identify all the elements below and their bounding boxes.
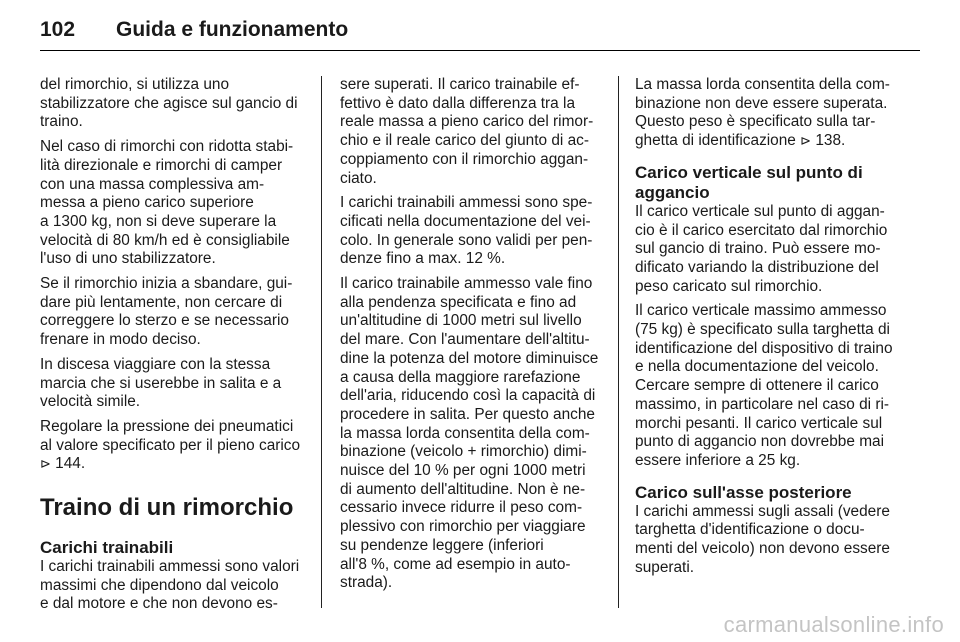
text-line: Cercare sempre di ottenere il carico bbox=[635, 377, 879, 395]
text-line: fettivo è dato dalla differenza tra la bbox=[340, 94, 576, 112]
text-line: velocità di 80 km/h ed è consigliabile bbox=[40, 231, 290, 249]
text-line: targhetta d'identificazione o docu- bbox=[635, 521, 865, 539]
paragraph bbox=[40, 76, 306, 132]
text-line: identificazione del dispositivo di traino bbox=[635, 339, 893, 357]
text-line: sere superati. Il carico trainabile ef- bbox=[340, 76, 580, 93]
text-line: denze fino a max. 12 %. bbox=[340, 250, 506, 268]
text-line: traino. bbox=[40, 113, 83, 131]
text-line: menti del veicolo) non devono essere bbox=[635, 540, 890, 558]
subheading-carichi-trainabili: Carichi trainabili bbox=[40, 538, 174, 558]
text-line: massimo, in particolare nel caso di ri- bbox=[635, 395, 890, 413]
paragraph-lines bbox=[635, 76, 903, 149]
paragraph-tire-pressure bbox=[40, 418, 306, 474]
text-line: essere inferiore a 25 kg. bbox=[635, 451, 801, 469]
paragraph bbox=[635, 203, 903, 297]
reference-arrow-icon: ⊳ bbox=[800, 133, 812, 149]
text-line: La massa lorda consentita della com- bbox=[635, 76, 890, 93]
text-line: Il carico verticale massimo ammesso bbox=[635, 302, 887, 320]
paragraph bbox=[40, 558, 306, 614]
text-line: coppiamento con il rimorchio aggan- bbox=[340, 150, 589, 168]
text-line: massimi che dipendono dal veicolo bbox=[40, 576, 279, 594]
paragraph bbox=[340, 275, 606, 593]
text-line: Questo peso è specificato sulla tar- bbox=[635, 113, 876, 131]
text-line: procedere in salita. Per questo anche bbox=[340, 405, 595, 423]
text-line: chio e il reale carico del giunto di ac- bbox=[340, 132, 589, 150]
text-line: (75 kg) è specificato sulla targhetta di bbox=[635, 321, 890, 339]
text-line: morchi pesanti. Il carico verticale sul bbox=[635, 414, 883, 432]
text-line: binazione non deve essere superata. bbox=[635, 94, 888, 112]
text-line: ciato. bbox=[340, 169, 377, 187]
text-line: Nel caso di rimorchi con ridotta stabi- bbox=[40, 138, 294, 156]
paragraph bbox=[40, 275, 306, 350]
text-line: del rimorchio, si utilizza uno bbox=[40, 76, 230, 93]
text-line: I carichi trainabili ammessi sono valori bbox=[40, 558, 300, 576]
text-line: dell'aria, riducendo così la capacità di bbox=[340, 387, 596, 405]
text-line: In discesa viaggiare con la stessa bbox=[40, 355, 271, 373]
text-line: peso caricato sul rimorchio. bbox=[635, 277, 823, 295]
text-line: l'uso di uno stabilizzatore. bbox=[40, 250, 216, 268]
text-line: cessario invece ridurre il peso com- bbox=[340, 499, 583, 517]
paragraph bbox=[635, 302, 903, 470]
text-line: I carichi trainabili ammessi sono spe- bbox=[340, 194, 593, 212]
text-line: e nella documentazione del veicolo. bbox=[635, 358, 879, 376]
text-line: ghetta di identificazione bbox=[635, 132, 796, 150]
text-line: Se il rimorchio inizia a sbandare, gui- bbox=[40, 275, 293, 293]
text-line: di aumento dell'altitudine. Non è ne- bbox=[340, 480, 586, 498]
page-reference[interactable] bbox=[796, 132, 845, 149]
text-line: velocità simile. bbox=[40, 393, 141, 411]
text-line: alla pendenza specificata e fino ad bbox=[340, 293, 577, 311]
page-header bbox=[40, 14, 920, 51]
section-title: Traino di un rimorchio bbox=[40, 494, 294, 522]
page-number: 102 bbox=[40, 18, 76, 41]
text-line: cificati nella documentazione del vei- bbox=[340, 212, 591, 230]
text-line: dine la potenza del motore diminuisce bbox=[340, 349, 599, 367]
paragraph bbox=[340, 76, 606, 188]
text-line: strada). bbox=[340, 574, 393, 592]
subheading-carico-verticale bbox=[635, 163, 903, 203]
reference-page: 144. bbox=[50, 455, 86, 473]
paragraph bbox=[635, 503, 903, 578]
text-line: colo. In generale sono validi per pen- bbox=[340, 231, 593, 249]
reference-page: 138. bbox=[811, 132, 846, 150]
text-line: sul gancio di traino. Può essere mo- bbox=[635, 240, 881, 258]
column-divider bbox=[321, 76, 322, 608]
text-line: un'altitudine di 1000 metri sul livello bbox=[340, 312, 582, 330]
text-line: frenare in modo deciso. bbox=[40, 331, 201, 349]
text-line: Regolare la pressione dei pneumatici bbox=[40, 417, 294, 435]
page-reference[interactable] bbox=[40, 455, 306, 474]
reference-arrow-icon: ⊳ bbox=[40, 456, 51, 472]
text-line: dare più lentamente, non cercare di bbox=[40, 293, 283, 311]
text-line: correggere lo sterzo e se necessario bbox=[40, 312, 289, 330]
text-line: la massa lorda consentita della com- bbox=[340, 424, 590, 442]
subheading-asse-posteriore: Carico sull'asse posteriore bbox=[635, 482, 852, 502]
text-line: marcia che si userebbe in salita e a bbox=[40, 374, 282, 392]
text-line: all'8 %, come ad esempio in auto- bbox=[340, 555, 571, 573]
paragraph-lines bbox=[40, 418, 306, 455]
text-line: stabilizzatore che agisce sul gancio di bbox=[40, 94, 298, 112]
text-line: punto di aggancio non dovrebbe mai bbox=[635, 433, 885, 451]
text-line: con una massa complessiva am- bbox=[40, 175, 265, 193]
paragraph bbox=[340, 194, 606, 269]
text-line: aggancio bbox=[635, 182, 710, 202]
column-divider bbox=[618, 76, 619, 608]
paragraph bbox=[40, 356, 306, 412]
text-line: messa a pieno carico superiore bbox=[40, 194, 254, 212]
column-left bbox=[40, 76, 306, 620]
text-line: del mare. Con l'aumentare dell'altitu- bbox=[340, 331, 590, 349]
column-right bbox=[635, 76, 903, 583]
text-line: I carichi ammessi sugli assali (vedere bbox=[635, 502, 890, 520]
text-line: superati. bbox=[635, 558, 695, 576]
text-line: e dal motore e che non devono es- bbox=[40, 595, 278, 613]
text-line: Carico verticale sul punto di bbox=[635, 162, 863, 182]
running-title: Guida e funzionamento bbox=[116, 18, 349, 41]
paragraph bbox=[40, 138, 306, 269]
text-line: a causa della maggiore rarefazione bbox=[340, 368, 581, 386]
text-line: al valore specificato per il pieno carico bbox=[40, 436, 301, 454]
text-line: dificato variando la distribuzione del bbox=[635, 258, 879, 276]
text-line: Il carico verticale sul punto di aggan- bbox=[635, 202, 885, 220]
text-line: su pendenze leggere (inferiori bbox=[340, 536, 544, 554]
text-line: nuisce del 10 % per ogni 1000 metri bbox=[340, 462, 586, 480]
column-middle bbox=[340, 76, 606, 599]
watermark: carmanualsonline.info bbox=[723, 612, 944, 637]
text-line: binazione (veicolo + rimorchio) dimi- bbox=[340, 443, 587, 461]
text-line: reale massa a pieno carico del rimor- bbox=[340, 113, 594, 131]
paragraph-gross-mass bbox=[635, 76, 903, 151]
text-line: a 1300 kg, non si deve superare la bbox=[40, 212, 277, 230]
text-line: Il carico trainabile ammesso vale fino bbox=[340, 275, 593, 293]
text-line: lità direzionale e rimorchi di camper bbox=[40, 156, 283, 174]
text-line: cio è il carico esercitato dal rimorchio bbox=[635, 221, 888, 239]
text-line: plessivo con rimorchio per viaggiare bbox=[340, 518, 586, 536]
